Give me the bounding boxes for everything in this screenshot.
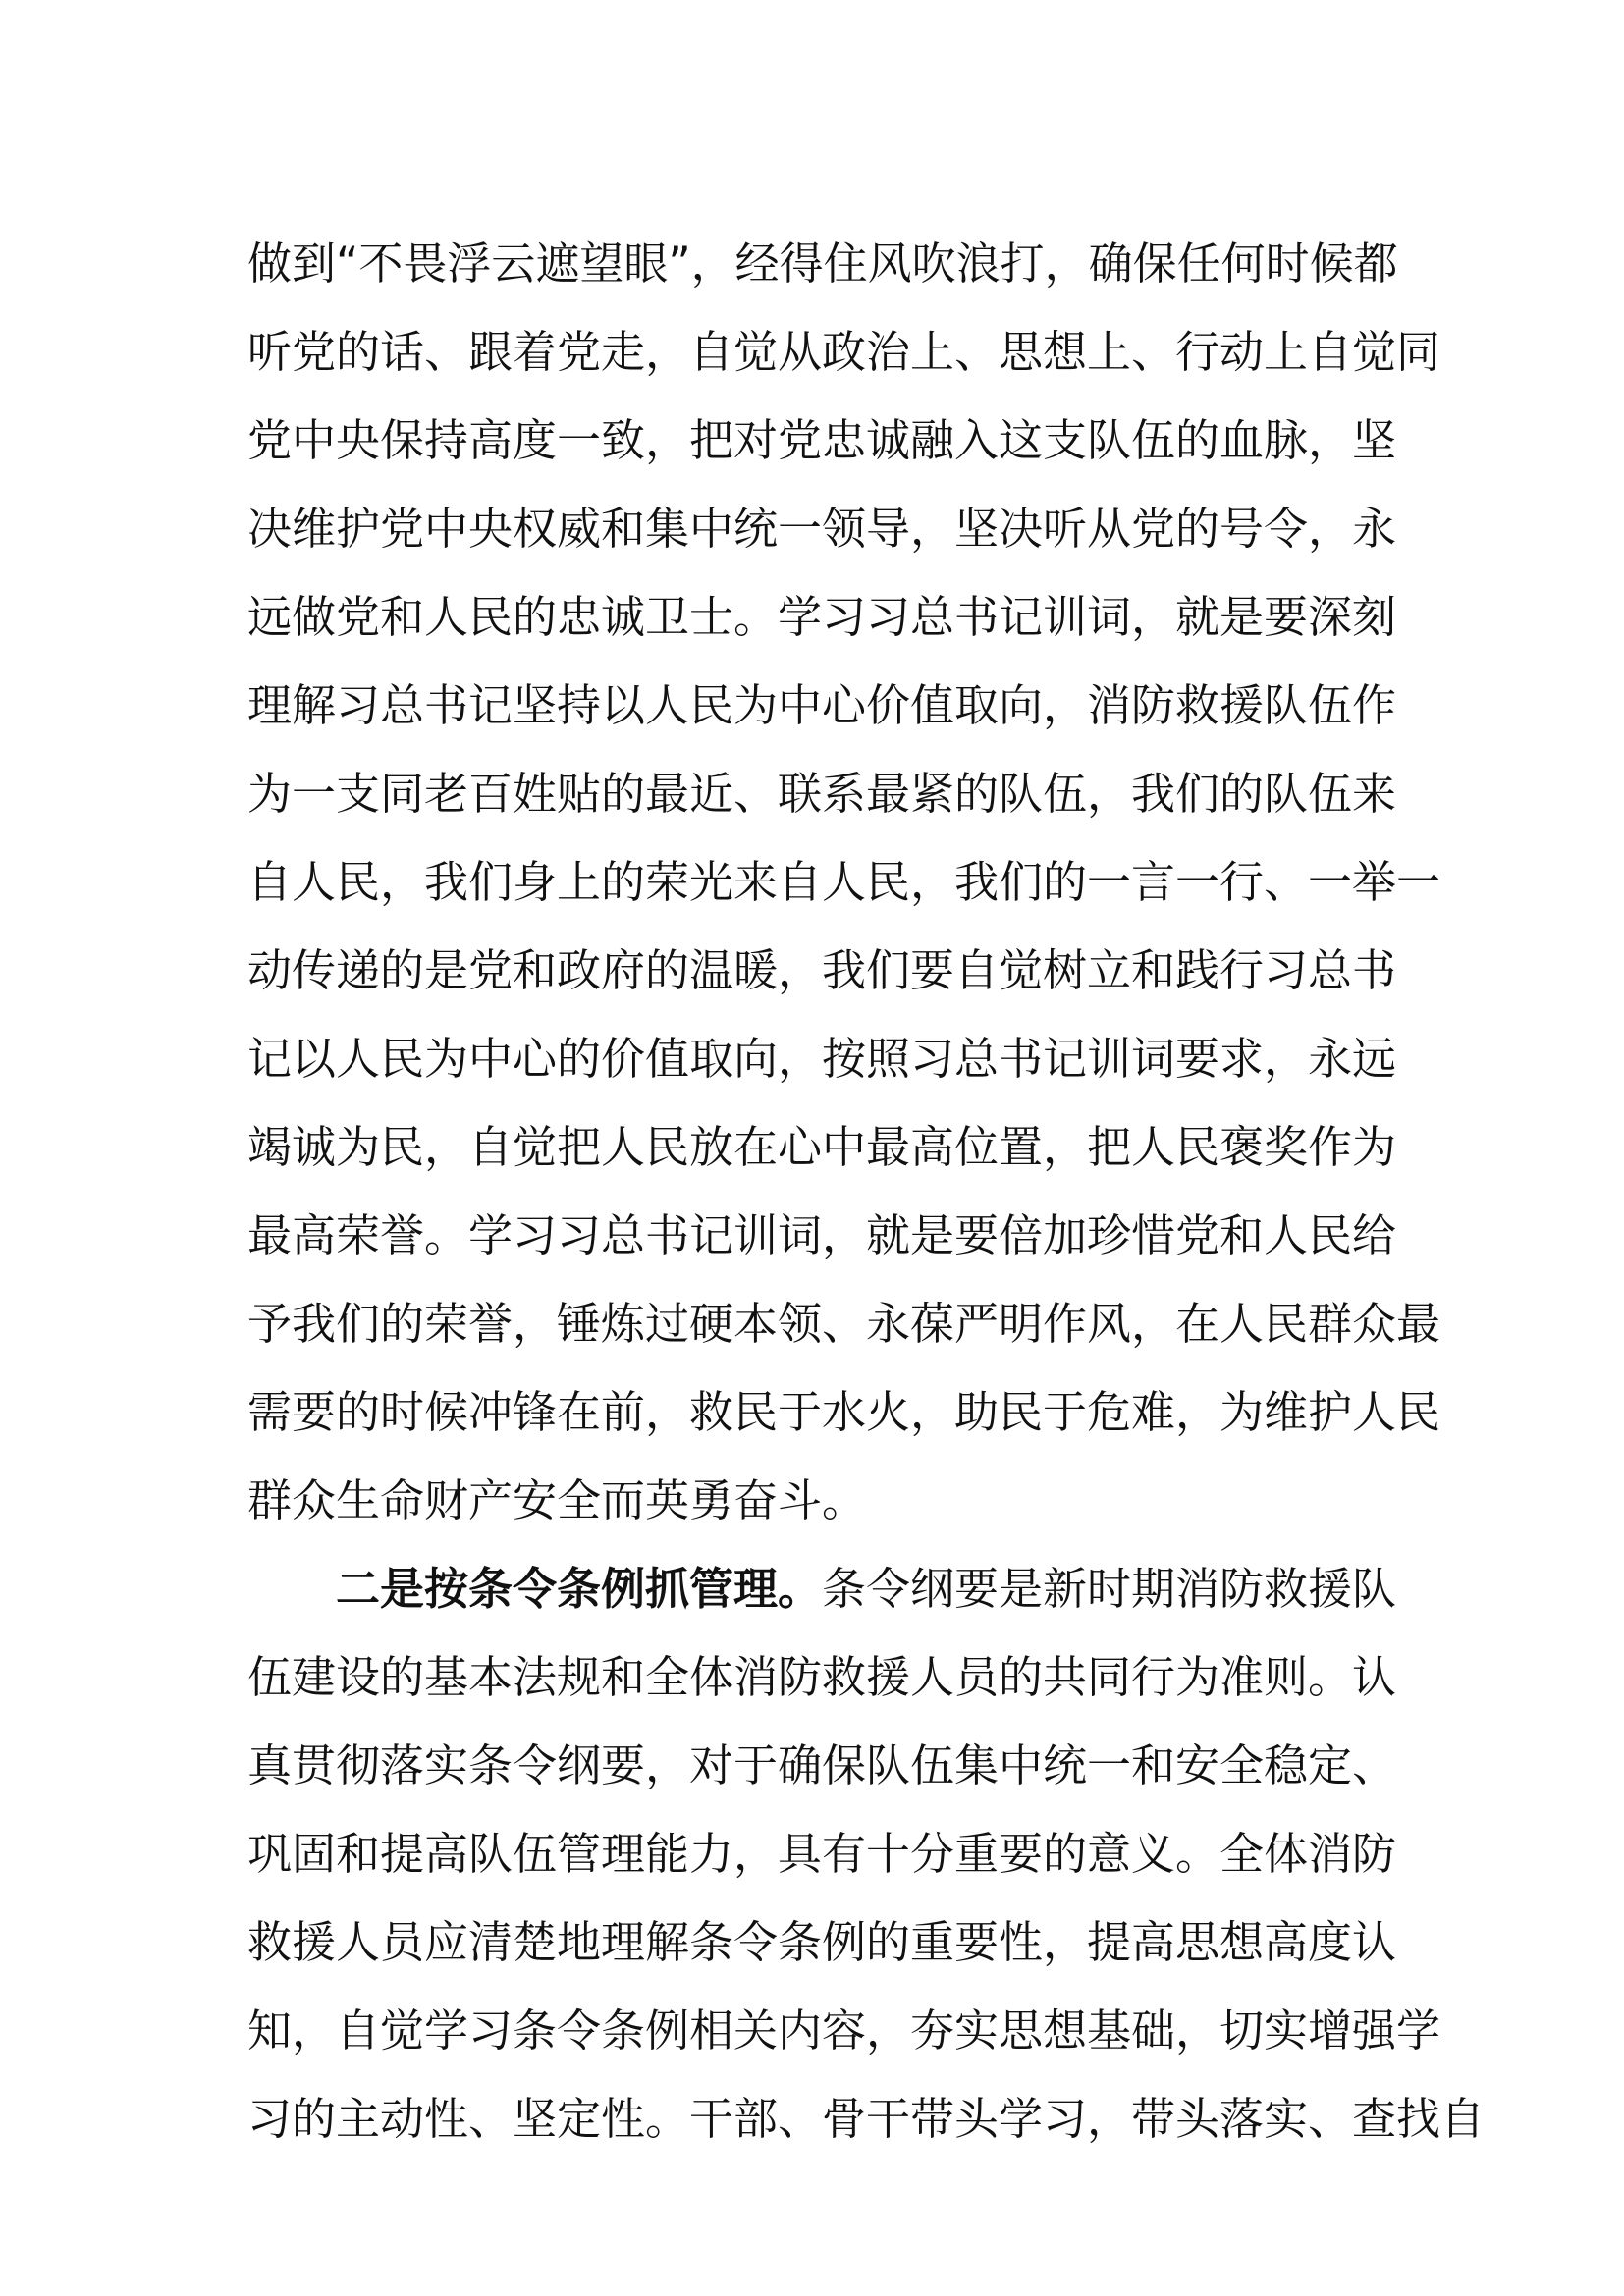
text-line: 做到“不畏浮云遮望眼”，经得住风吹浪打，确保任何时候都 — [247, 238, 1398, 290]
text-line: 伍建设的基本法规和全体消防救援人员的共同行为准则。认 — [247, 1651, 1397, 1703]
text-line: 需要的时候冲锋在前，救民于水火，助民于危难，为维护人民 — [247, 1386, 1441, 1438]
paragraph-1 — [247, 220, 1441, 1545]
text-line: 动传递的是党和政府的温暖，我们要自觉树立和践行习总书 — [247, 944, 1397, 996]
text-line: 真贯彻落实条令纲要，对于确保队伍集中统一和安全稳定、 — [247, 1739, 1397, 1791]
text-line: 党中央保持高度一致，把对党忠诚融入这支队伍的血脉，坚 — [247, 414, 1397, 466]
text-line: 听党的话、跟着党走，自觉从政治上、思想上、行动上自觉同 — [247, 326, 1441, 378]
paragraph-2 — [247, 1545, 1486, 2163]
text-line: 知，自觉学习条令条例相关内容，夯实思想基础，切实增强学 — [247, 2004, 1441, 2056]
text-line: 决维护党中央权威和集中统一领导，坚决听从党的号令，永 — [247, 503, 1397, 555]
text-line: 巩固和提高队伍管理能力，具有十分重要的意义。全体消防 — [247, 1828, 1397, 1880]
text-line: 最高荣誉。学习习总书记训词，就是要倍加珍惜党和人民给 — [247, 1209, 1397, 1261]
text-line: 竭诚为民，自觉把人民放在心中最高位置，把人民褒奖作为 — [247, 1121, 1397, 1173]
text-line-last: 群众生命财产安全而英勇奋斗。 — [247, 1474, 867, 1526]
text-line: 自人民，我们身上的荣光来自人民，我们的一言一行、一举一 — [247, 856, 1441, 908]
text-line: 记以人民为中心的价值取向，按照习总书记训词要求，永远 — [247, 1033, 1397, 1085]
text-line: 救援人员应清楚地理解条令条例的重要性，提高思想高度认 — [247, 1916, 1397, 1968]
body-text — [247, 220, 1486, 2163]
text-line: 远做党和人民的忠诚卫士。学习习总书记训词，就是要深刻 — [247, 591, 1397, 643]
paragraph-heading: 二是按条令条例抓管理。 — [336, 1563, 823, 1615]
text-line: 为一支同老百姓贴的最近、联系最紧的队伍，我们的队伍来 — [247, 768, 1397, 820]
text-line: 予我们的荣誉，锤炼过硬本领、永葆严明作风，在人民群众最 — [247, 1298, 1441, 1350]
text-line: 理解习总书记坚持以人民为中心价值取向，消防救援队伍作 — [247, 679, 1397, 731]
text-run: 条令纲要是新时期消防救援队 — [822, 1563, 1397, 1615]
text-line-first — [247, 1545, 1397, 1633]
text-line: 习的主动性、坚定性。干部、骨干带头学习，带头落实、查找自 — [247, 2093, 1486, 2145]
